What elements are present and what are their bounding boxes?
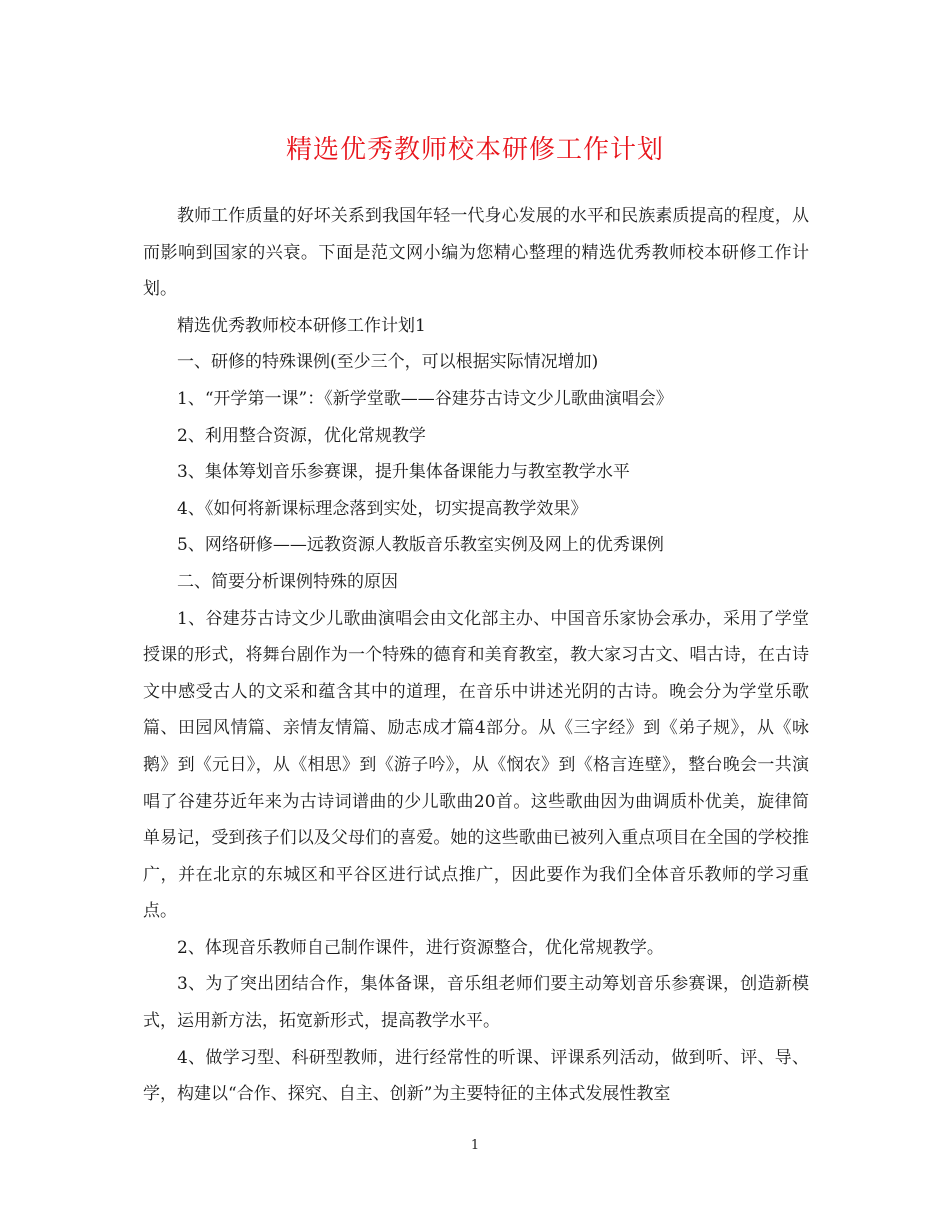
page-number: 1 bbox=[470, 1138, 480, 1153]
paragraph-reason: 2、体现音乐教师自己制作课件，进行资源整合，优化常规教学。 bbox=[177, 937, 664, 958]
paragraph-reason: 1、谷建芬古诗文少儿歌曲演唱会由文化部主办、中国音乐家协会承办，采用了学堂授课的形式，将舞台剧作为一个特殊的德育和美育教室，教大家习古文、唱古诗，在古诗文中感受古人的文采和蕴含其中的道理，在音乐中讲述光阴的古诗。晚会分为学堂乐歌篇、田园风情篇、亲情友情篇、励志成才篇4部分。从《三字经》到《弟子规》，从《咏鹅》到《元日》，从《相思》到《游子吟》，从《悯农》到《格言连壁》，整台晚会一共演唱了谷建芬近年来为古诗词谱曲的少儿歌曲20首。这些歌曲因为曲调质朴优美，旋律简单易记，受到孩子们以及父母们的喜爱。她的这些歌曲已被列入重点项目在全国的学校推广，并在北京的东城区和平谷区进行试点推广，因此要作为我们全体音乐教师的学习重点。 bbox=[143, 608, 809, 922]
paragraph-item: 2、利用整合资源，优化常规教学 bbox=[177, 425, 426, 446]
paragraph-item: 4、《如何将新课标理念落到实处，切实提高教学效果》 bbox=[177, 498, 588, 519]
paragraph-item: 3、集体筹划音乐参赛课，提升集体备课能力与教室教学水平 bbox=[177, 462, 630, 483]
paragraph-section-one: 一、研修的特殊课例(至少三个，可以根据实际情况增加) bbox=[177, 352, 599, 373]
paragraph-item: 1、“开学第一课”：《新学堂歌——谷建芬古诗文少儿歌曲演唱会》 bbox=[177, 388, 673, 409]
paragraph-section-two: 二、简要分析课例特殊的原因 bbox=[177, 571, 398, 592]
paragraph-item: 5、网络研修——远教资源人教版音乐教室实例及网上的优秀课例 bbox=[177, 535, 664, 556]
paragraph-reason: 3、为了突出团结合作，集体备课，音乐组老师们要主动筹划音乐参赛课，创造新模式，运用新方法，拓宽新形式，提高教学水平。 bbox=[143, 974, 809, 1032]
paragraph-plan-heading: 精选优秀教师校本研修工作计划1 bbox=[177, 315, 426, 336]
document-body bbox=[143, 198, 809, 1113]
paragraph-reason: 4、做学习型、科研型教师，进行经常性的听课、评课系列活动，做到听、评、导、学，构建以“合作、探究、自主、创新”为主要特征的主体式发展性教室 bbox=[143, 1047, 809, 1105]
document-title: 精选优秀教师校本研修工作计划 bbox=[285, 135, 664, 165]
paragraph-intro: 教师工作质量的好坏关系到我国年轻一代身心发展的水平和民族素质提高的程度，从而影响到国家的兴衰。下面是范文网小编为您精心整理的精选优秀教师校本研修工作计划。 bbox=[143, 206, 809, 300]
